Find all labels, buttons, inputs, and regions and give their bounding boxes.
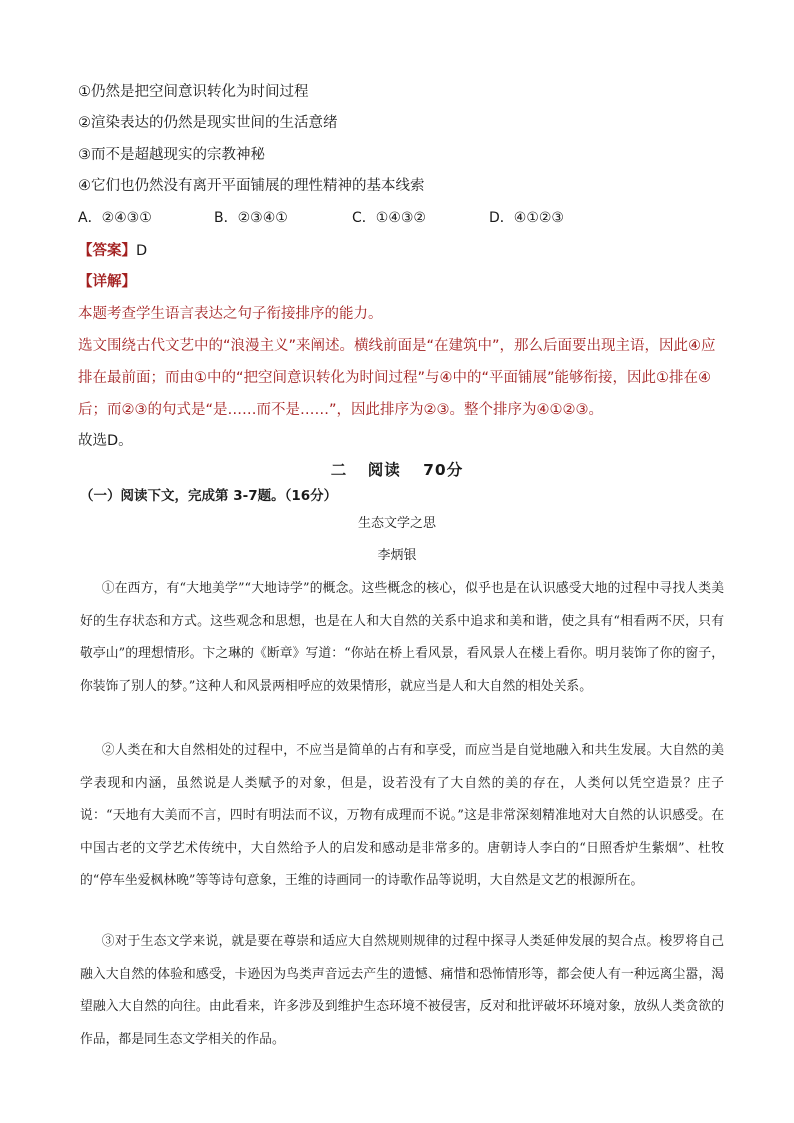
answer-tag: 【答案】 [78, 243, 136, 259]
section-name: 阅读 [367, 461, 401, 479]
explanation-line-3: 排在最前面；而由①中的“把空间意识转化为时间过程”与④中的“平面铺展”能够衔接，因此①排在④ [78, 370, 712, 386]
detail-tag: 【详解】 [78, 274, 136, 290]
sentence-item-4: ④它们也仍然没有离开平面铺展的理性精神的基本线索 [78, 178, 425, 194]
option-a: A．②④③① [78, 210, 152, 226]
answer-value: D [136, 243, 148, 259]
explanation-line-2: 选文围绕古代文艺中的“浪漫主义”来阐述。横线前面是“在建筑中”，那么后面要出现主语，因此④应 [78, 338, 716, 354]
section-title [0, 459, 794, 481]
answer-line [78, 240, 147, 262]
article-paragraph-2: ②人类在和大自然相处的过程中，不应当是简单的占有和享受，而应当是自觉地融入和共生发展。大自然的美学表现和内涵，虽然说是人类赋予的对象，但是，设若没有了大自然的美的存在，人类何以凭空造景？庄子说：“天地有大美而不言，四时有明法而不议，万物有成理而不说。”这是非常深刻精准地对大自然的认识感受。在中国古老的文学艺术传统中，大自然给予人的启发和感动是非常多的。唐朝诗人李白的“日照香炉生紫烟”、杜牧的“停车坐爱枫林晚”等等诗句意象，王维的诗画同一的诗歌作品等说明，大自然是文艺的根源所在。 [80, 743, 724, 888]
option-b: B．②③④① [214, 210, 288, 226]
section-subheading: （一）阅读下文，完成第 3-7题。（16分） [80, 488, 338, 504]
sentence-item-1: ①仍然是把空间意识转化为时间过程 [78, 84, 309, 100]
explanation-line-4: 后；而②③的句式是“是……而不是……”，因此排序为②③。整个排序为④①②③。 [78, 402, 604, 418]
section-number: 二 [330, 461, 348, 479]
section-score: 70分 [423, 461, 464, 479]
article-paragraph-1: ①在西方，有“大地美学”“大地诗学”的概念。这些概念的核心，似乎也是在认识感受大地的过程中寻找人类美好的生存状态和方式。这些观念和思想，也是在人和大自然的关系中追求和美和谐，使之具有“相看两不厌，只有敬亭山”的理想情形。卞之琳的《断章》写道：“你站在桥上看风景，看风景人在楼上看你。明月装饰了你的窗子，你装饰了别人的梦。”这种人和风景两相呼应的效果情形，就应当是人和大自然的相处关系。 [80, 581, 724, 694]
conclusion: 故选D。 [78, 433, 133, 449]
option-c: C．①④③② [352, 210, 426, 226]
article-title: 生态文学之思 [357, 516, 436, 531]
sentence-item-2: ②渲染表达的仍然是现实世间的生活意绪 [78, 115, 338, 131]
sentence-item-3: ③而不是超越现实的宗教神秘 [78, 147, 265, 163]
article-paragraph-3: ③对于生态文学来说，就是要在尊崇和适应大自然规则规律的过程中探寻人类延伸发展的契合点。梭罗将自己融入大自然的体验和感受，卡逊因为鸟类声音远去产生的遗憾、痛惜和恐怖情形等，都会使人有一种远离尘嚣，渴望融入大自然的向往。由此看来，许多涉及到维护生态环境不被侵害，反对和批评破坏环境对象，放纵人类贪欲的作品，都是同生态文学相关的作品。 [80, 934, 724, 1047]
article-author: 李炳银 [377, 548, 417, 563]
option-d: D．④①②③ [489, 210, 564, 226]
explanation-line-1: 本题考查学生语言表达之句子衔接排序的能力。 [78, 306, 383, 322]
